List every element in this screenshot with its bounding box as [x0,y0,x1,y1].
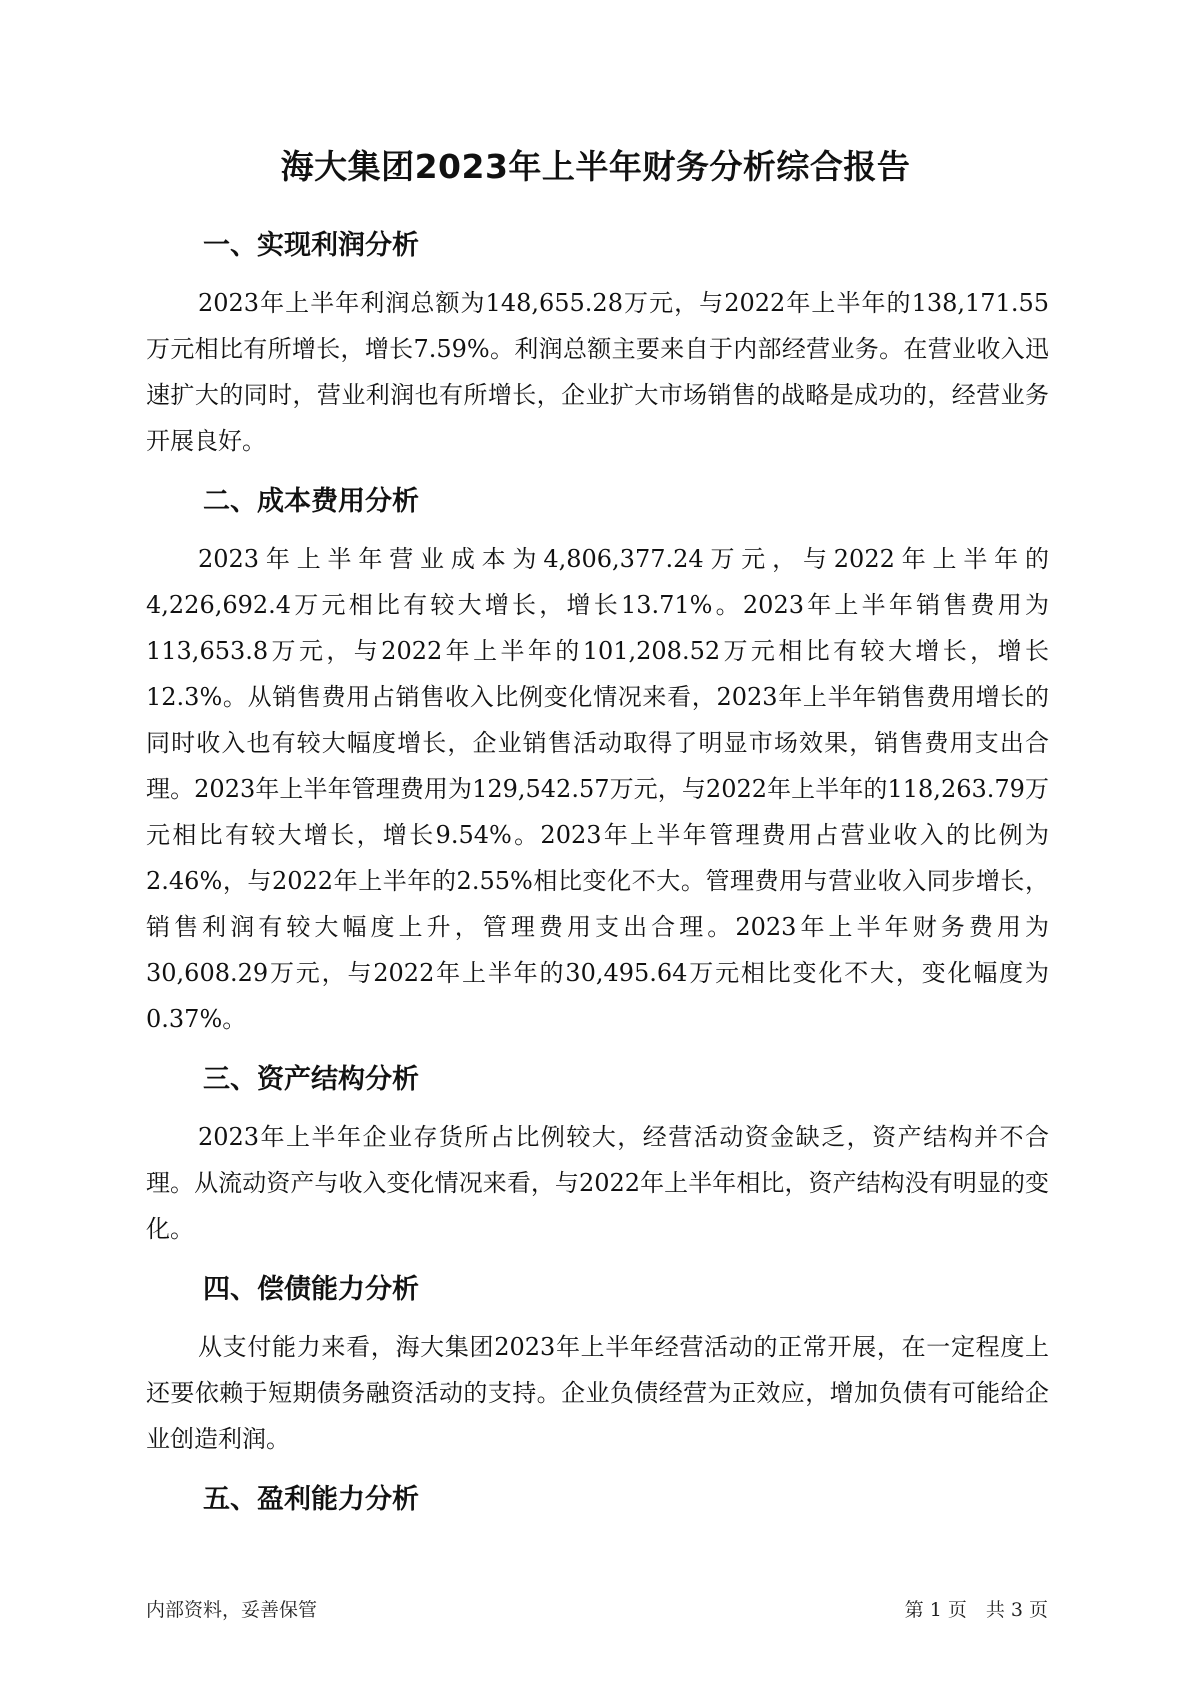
section-heading: 一、实现利润分析 [203,230,419,261]
section-asset-structure [146,1060,1049,1252]
section-paragraph: 从支付能力来看，海大集团2023年上半年经营活动的正常开展，在一定程度上还要依赖于短期债务融资活动的支持。企业负债经营为正效应，增加负债有可能给企业创造利润。 [146,1333,1049,1453]
section-paragraph: 2023年上半年营业成本为4,806,377.24万元，与2022年上半年的4,226,692.4万元相比有较大增长，增长13.71%。2023年上半年销售费用为113,653.8万元，与2022年上半年的101,208.52万元相比有较大增长，增长12.3%。从销售费用占销售收入比例变化情况来看，2023年上半年销售费用增长的同时收入也有较大幅度增长，企业销售活动取得了明显市场效果，销售费用支出合理。2023年上半年管理费用为129,542.57万元，与2022年上半年的118,263.79万元相比有较大增长，增长9.54%。2023年上半年管理费用占营业收入的比例为2.46%，与2022年上半年的2.55%相比变化不大。管理费用与营业收入同步增长，销售利润有较大幅度上升，管理费用支出合理。2023年上半年财务费用为30,608.29万元，与2022年上半年的30,495.64万元相比变化不大，变化幅度为0.37%。 [146,545,1049,1033]
section-paragraph: 2023年上半年企业存货所占比例较大，经营活动资金缺乏，资产结构并不合理。从流动资产与收入变化情况来看，与2022年上半年相比，资产结构没有明显的变化。 [146,1123,1049,1243]
section-heading: 四、偿债能力分析 [203,1274,419,1305]
section-profit [146,226,1049,464]
footer-page-number: 第 1 页 共 3 页 [904,1599,1048,1621]
section-heading: 三、资产结构分析 [203,1064,419,1095]
section-heading: 二、成本费用分析 [203,486,419,517]
document-body [146,226,1049,1534]
section-cost [146,482,1049,1042]
page-title: 海大集团2023年上半年财务分析综合报告 [280,147,911,186]
section-heading: 五、盈利能力分析 [203,1484,419,1515]
section-solvency [146,1270,1049,1462]
section-paragraph: 2023年上半年利润总额为148,655.28万元，与2022年上半年的138,171.55万元相比有所增长，增长7.59%。利润总额主要来自于内部经营业务。在营业收入迅速扩大的同时，营业利润也有所增长，企业扩大市场销售的战略是成功的，经营业务开展良好。 [146,289,1049,455]
section-profitability [146,1480,1049,1520]
footer-confidential-note: 内部资料，妥善保管 [146,1599,318,1621]
